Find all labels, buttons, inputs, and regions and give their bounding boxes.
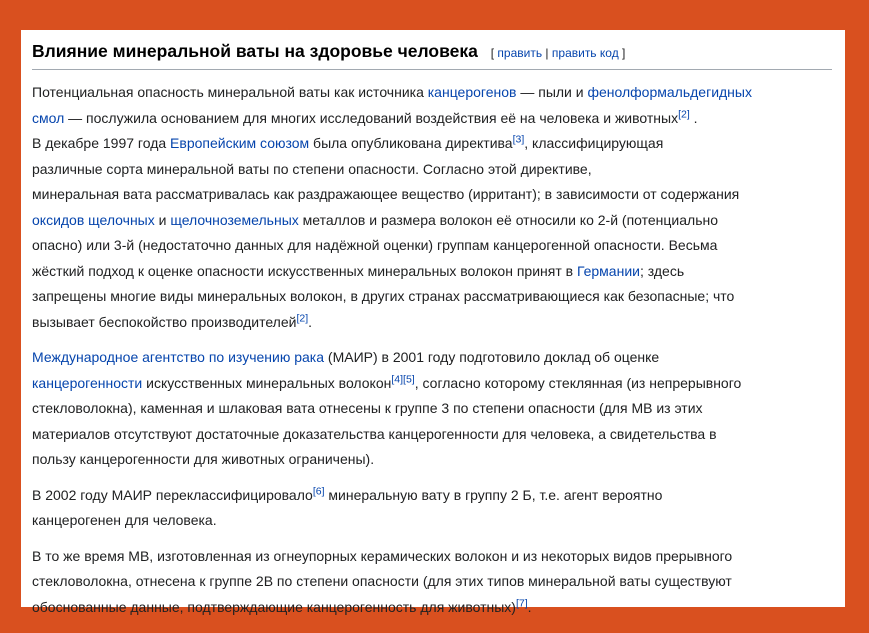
link-phenol-formaldehyde[interactable]: фенолформальдегидных [587,84,752,100]
link-resins[interactable]: смол [32,109,65,126]
ref-2[interactable]: [2] [296,311,309,324]
section-heading [32,39,832,70]
ref-5[interactable]: [5] [403,372,415,385]
paragraph-3: Международное агентство по изучению рака (МАИР) в 2001 году подготовило доклад об оценке канцерогенности искусственных минеральных волокон[4][5], согласно которому стеклянная (из непрерывного стекловолокна), каменная и шлаковая вата отнесены к группе 3 по степени опасности (для МВ из этих материалов отсутствуют достаточные доказательства канцерогенности для человека, а свидетельства в пользу канцерогенности для животных ограничены). [32,349,742,467]
edit-link[interactable]: править [497,46,543,60]
ref-2[interactable]: [2] [678,107,690,120]
section-edit-links: [ править | править код ] [490,46,626,60]
paragraph-5: В то же время МВ, изготовленная из огнеупорных керамических волокон и из некоторых видов прерывного стекловолокна, отнесена к группе 2В по степени опасности (для этих типов минеральной ваты существуют обоснованные данные, подтверждающие канцерогенность для животных)[7]. [32,547,733,615]
link-alkali-oxides[interactable]: оксидов щелочных [32,211,155,228]
article-content [32,39,840,620]
paragraph-2: В декабре 1997 года Европейским союзом была опубликована директива[3], классифицирующая различные сорта минеральной ваты по степени опасности. Согласно этой директиве, минеральная вата рассматривалась как раздражающее вещество (ирритант); в зависимости от содержания оксидов щелочных и щелочноземельных металлов и размера волокон её относили ко 2-й (потенциально опасно) или 3-й (недостаточно данных для надёжной оценки) группам канцерогенной опасности. Весьма жёсткий подход к оценке опасности искусственных минеральных волокон принят в Германии; здесь запрещены многие виды минеральных волокон, в других странах рассматривающиеся как безопасные; что вызывает беспокойство производителей[2]. [32,133,740,330]
paragraph-1: Потенциальная опасность минеральной ваты как источника канцерогенов — пыли и фенолформальдегидных смол — послужила основанием для многих исследований воздействия её на человека и животных[2] . [32,84,752,126]
article-page [21,30,845,615]
edit-code-link[interactable]: править код [551,46,619,60]
link-iarc[interactable]: Международное агентство по изучению рака [32,349,325,365]
link-germany[interactable]: Германии [576,262,640,279]
ref-6[interactable]: [6] [312,484,325,497]
ref-4[interactable]: [4] [391,372,404,385]
paragraph-4: В 2002 году МАИР переклассифицировало[6] минеральную вату в группу 2 Б, т.е. агент вероятно канцерогенен для человека. [32,484,663,528]
section-title: Влияние минеральной ваты на здоровье человека [32,41,478,61]
link-european-union[interactable]: Европейским союзом [170,135,310,151]
link-carcinogens[interactable]: канцерогенов [427,84,517,100]
link-alkaline-earth[interactable]: щелочноземельных [170,211,299,228]
ref-7[interactable]: [7] [515,596,528,609]
link-carcinogenicity[interactable]: канцерогенности [32,374,143,391]
ref-3[interactable]: [3] [512,133,525,146]
